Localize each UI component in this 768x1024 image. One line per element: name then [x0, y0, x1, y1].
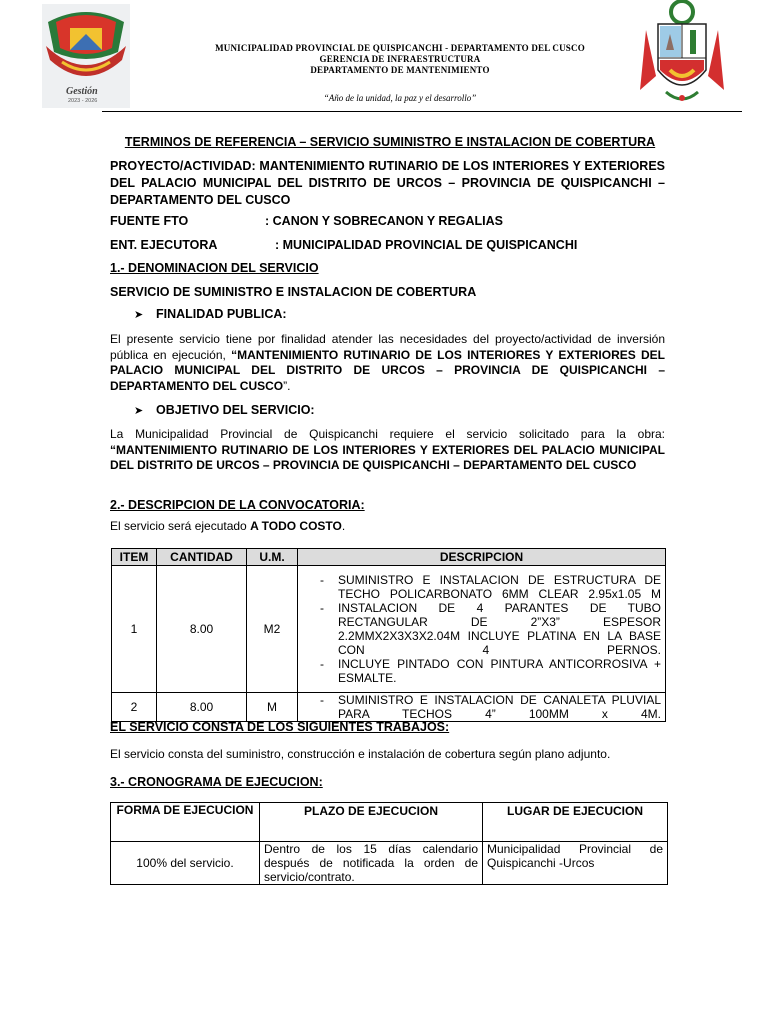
items-table [111, 548, 666, 722]
schedule-table [110, 802, 668, 885]
list-item: - INCLUYE PINTADO CON PINTURA ANTICORROSIVA + ESMALTE. [320, 657, 661, 685]
list-item: - SUMINISTRO E INSTALACION DE CANALETA PLUVIAL PARA TECHOS 4” 100MM x 4M. [320, 693, 661, 721]
peru-coat-of-arms-icon [636, 0, 728, 110]
objetivo-text-b: “MANTENIMIENTO RUTINARIO DE LOS INTERIORES Y EXTERIORES DEL PALACIO MUNICIPAL DEL DISTRITO DE URCOS – PROVINCIA DE QUISPICANCHI – DEPARTAMENTO DEL CUSCO [110, 442, 665, 472]
consta-text: El servicio consta del suministro, construcción e instalación de cobertura según plano adjunto. [110, 747, 611, 761]
objetivo-text-a: La Municipalidad Provincial de Quispicanchi requiere el servicio solicitado para la obra: [110, 427, 665, 441]
finalidad-text-a: El presente servicio tiene por finalidad atender las necesidades del proyecto/actividad de inversión pública en ejecución, [110, 332, 665, 362]
s2-text-a: El servicio será ejecutado [110, 519, 251, 533]
s2-text-b: A TODO COSTO [250, 519, 342, 533]
consta-heading: EL SERVICIO CONSTA DE LOS SIGUIENTES TRABAJOS: [110, 720, 450, 734]
cantidad-cell: 8.00 [157, 566, 247, 693]
section-2-text [110, 519, 345, 533]
s2-text-c: . [341, 519, 346, 533]
municipal-logo [42, 4, 130, 108]
ejecutora-value: : MUNICIPALIDAD PROVINCIAL DE QUISPICANCHI [275, 238, 578, 252]
document-title: TERMINOS DE REFERENCIA – SERVICIO SUMINISTRO E INSTALACION DE COBERTURA [124, 135, 656, 149]
header-lugar: LUGAR DE EJECUCION [483, 803, 668, 842]
arrow-bullet-icon: ➤ [134, 309, 144, 321]
table-row [111, 842, 668, 885]
cantidad-cell: 8.00 [157, 693, 247, 722]
desc-text: INSTALACION DE 4 PARANTES DE TUBO RECTANGULAR DE 2”X3” ESPESOR 2.2MMX2X3X3X2.04M INCLUYE PLATINA EN LA BASE CON 4 PERNOS. [338, 601, 661, 657]
header-plazo: PLAZO DE EJECUCION [260, 803, 483, 842]
service-name: SERVICIO DE SUMINISTRO E INSTALACION DE COBERTURA [110, 285, 477, 299]
desc-text: SUMINISTRO E INSTALACION DE CANALETA PLUVIAL PARA TECHOS 4” 100MM x 4M. [338, 693, 661, 721]
um-cell: M [247, 693, 298, 722]
list-item: - SUMINISTRO E INSTALACION DE ESTRUCTURA DE TECHO POLICARBONATO 6MM CLEAR 2.95x1.05 M [320, 573, 661, 601]
lugar-cell: Municipalidad Provincial de Quispicanchi -Urcos [483, 842, 668, 885]
plazo-cell: Dentro de los 15 días calendario después de notificada la orden de servicio/contrato. [260, 842, 483, 885]
desc-text: SUMINISTRO E INSTALACION DE ESTRUCTURA DE TECHO POLICARBONATO 6MM CLEAR 2.95x1.05 M [338, 573, 661, 601]
descripcion-cell [298, 693, 666, 722]
header-line-3: DEPARTAMENTO DE MANTENIMIENTO [310, 65, 490, 75]
objetivo-paragraph [110, 427, 665, 474]
fuente-value: : CANON Y SOBRECANON Y REGALIAS [265, 214, 504, 228]
finalidad-text-b: “MANTENIMIENTO RUTINARIO DE LOS INTERIORES Y EXTERIORES DEL PALACIO MUNICIPAL DEL DISTRITO DE URCOS – PROVINCIA DE QUISPICANCHI – DEPARTAMENTO DEL CUSCO [110, 347, 665, 393]
table-row [112, 693, 666, 722]
finalidad-heading: FINALIDAD PUBLICA: [156, 307, 287, 321]
fuente-label: FUENTE FTO [110, 214, 189, 228]
table-row [112, 566, 666, 693]
header-forma: FORMA DE EJECUCION [111, 803, 260, 842]
descripcion-cell [298, 566, 666, 693]
header-line-2: GERENCIA DE INFRAESTRUCTURA [319, 54, 481, 64]
header-um: U.M. [247, 549, 298, 566]
header-line-1: MUNICIPALIDAD PROVINCIAL DE QUISPICANCHI - DEPARTAMENTO DEL CUSCO [215, 43, 585, 53]
forma-cell: 100% del servicio. [111, 842, 260, 885]
finalidad-paragraph [110, 332, 665, 394]
schedule-header-row [111, 803, 668, 842]
desc-text: INCLUYE PINTADO CON PINTURA ANTICORROSIVA + ESMALTE. [338, 657, 661, 685]
logo-years: 2023 - 2026 [68, 98, 98, 104]
items-table-header [112, 549, 666, 566]
ejecutora-label: ENT. EJECUTORA [110, 238, 218, 252]
coat-of-arms [636, 0, 728, 110]
arrow-bullet-icon: ➤ [134, 405, 144, 417]
header-item: ITEM [112, 549, 157, 566]
header-motto: “Año de la unidad, la paz y el desarrollo” [323, 93, 477, 103]
item-cell: 2 [112, 693, 157, 722]
section-3-heading: 3.- CRONOGRAMA DE EJECUCION: [110, 775, 323, 789]
header-descripcion: DESCRIPCION [298, 549, 666, 566]
item-cell: 1 [112, 566, 157, 693]
objetivo-heading: OBJETIVO DEL SERVICIO: [156, 403, 315, 417]
finalidad-text-c: ”. [283, 378, 291, 393]
logo-caption: Gestión [66, 86, 98, 97]
project-description: PROYECTO/ACTIVIDAD: MANTENIMIENTO RUTINARIO DE LOS INTERIORES Y EXTERIORES DEL PALACIO MUNICIPAL DEL DISTRITO DE URCOS – PROVINCIA DE QUISPICANCHI – DEPARTAMENTO DEL CUSCO [110, 159, 665, 207]
header-divider [102, 111, 742, 112]
header-cantidad: CANTIDAD [157, 549, 247, 566]
section-2-heading: 2.- DESCRIPCION DE LA CONVOCATORIA: [110, 498, 365, 512]
list-item: - INSTALACION DE 4 PARANTES DE TUBO RECTANGULAR DE 2”X3” ESPESOR 2.2MMX2X3X3X2.04M INCLUYE PLATINA EN LA BASE CON 4 PERNOS. [320, 601, 661, 657]
um-cell: M2 [247, 566, 298, 693]
section-1-heading: 1.- DENOMINACION DEL SERVICIO [110, 261, 319, 275]
